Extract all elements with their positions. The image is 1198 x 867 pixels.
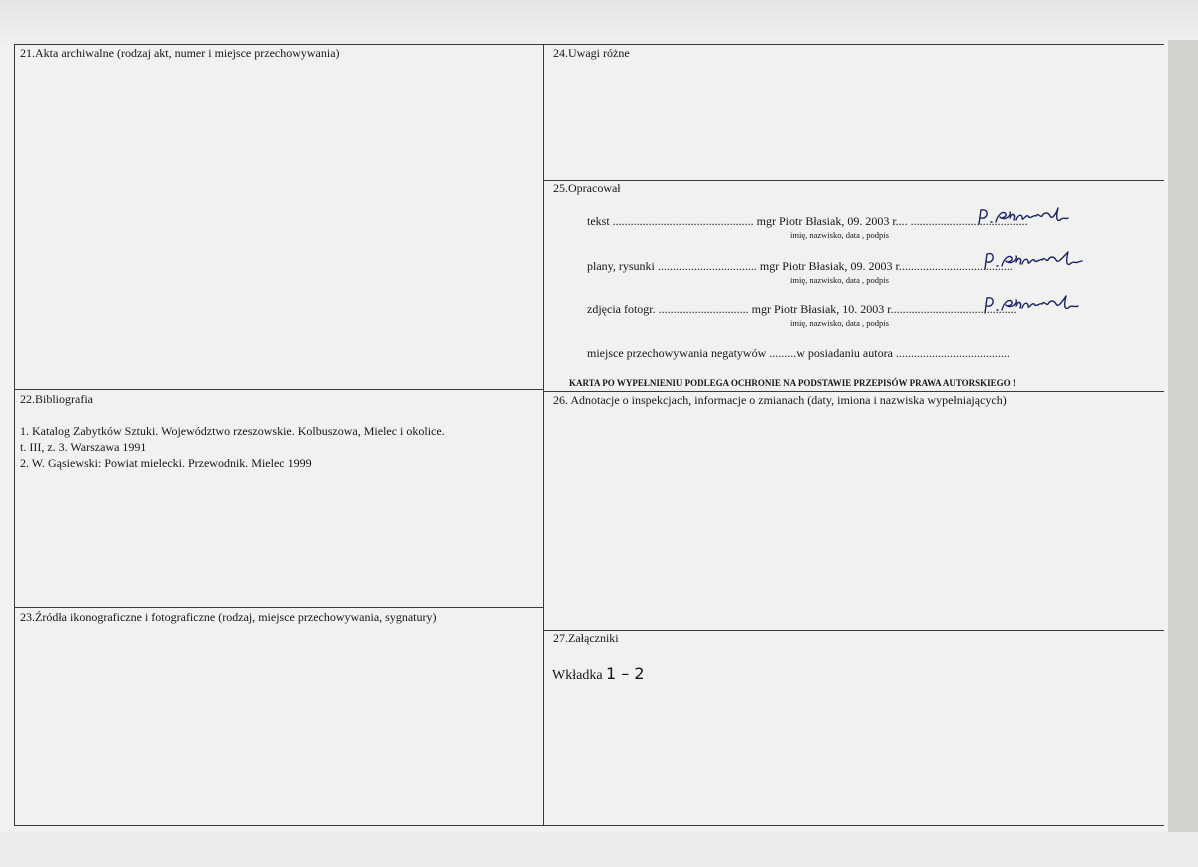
divider-24-25 [543, 180, 1164, 181]
bibliography-item: t. III, z. 3. Warszawa 1991 [20, 440, 147, 454]
bottom-border [14, 825, 1164, 826]
scan-bottom-band [0, 832, 1198, 867]
section-27-label: 27.Załączniki [553, 631, 619, 645]
section-26-label: 26. Adnotacje o inspekcjach, informacje o zmianach (daty, imiona i nazwiska wypełniających) [553, 393, 1007, 407]
signature-text [976, 206, 1071, 233]
section-21-label: 21.Akta archiwalne (rodzaj akt, numer i miejsce przechowywania) [20, 46, 340, 60]
divider-21-22 [14, 389, 543, 390]
attachment-value [552, 664, 645, 684]
section-24-label: 24.Uwagi różne [553, 46, 630, 60]
negatives-storage: miejsce przechowywania negatywów .........w posiadaniu autora ...................................... [587, 346, 1010, 360]
bibliography-item: 1. Katalog Zabytków Sztuki. Województwo rzeszowskie. Kolbuszowa, Mielec i okolice. [20, 424, 445, 438]
author-row-plans: plany, rysunki ................................. mgr Piotr Błasiak, 09. 2003 r...................................... [587, 259, 1013, 273]
signature-photos [982, 294, 1082, 321]
author-row-text-caption: imię, nazwisko, data , podpis [790, 230, 889, 240]
left-border [14, 44, 15, 826]
attachment-label: Wkładka [552, 668, 603, 683]
divider-26-27 [543, 630, 1164, 631]
author-row-photos-caption: imię, nazwisko, data , podpis [790, 318, 889, 328]
signature-plans [982, 249, 1092, 278]
divider-22-23 [14, 607, 543, 608]
scan-top-band [0, 0, 1198, 44]
author-row-photos: zdjęcia fotogr. .............................. mgr Piotr Błasiak, 10. 2003 r.......................................... [587, 302, 1017, 316]
center-divider [543, 44, 544, 826]
bibliography-item: 2. W. Gąsiewski: Powiat mielecki. Przewodnik. Mielec 1999 [20, 456, 312, 470]
section-22-label: 22.Bibliografia [20, 392, 93, 406]
attachment-handwritten: 1 – 2 [606, 664, 645, 683]
top-border [14, 44, 1164, 45]
copyright-notice: KARTA PO WYPEŁNIENIU PODLEGA OCHRONIE NA PODSTAWIE PRZEPISÓW PRAWA AUTORSKIEGO ! [569, 378, 1016, 388]
section-23-label: 23.Źródła ikonograficzne i fotograficzne (rodzaj, miejsce przechowywania, sygnatury) [20, 610, 437, 624]
scan-right-edge [1168, 40, 1198, 867]
divider-25-26 [543, 391, 1164, 392]
author-row-plans-caption: imię, nazwisko, data , podpis [790, 275, 889, 285]
section-25-label: 25.Opracował [553, 181, 621, 195]
author-row-text: tekst ............................................... mgr Piotr Błasiak, 09. 2003 r.... ....................................... [587, 214, 1028, 228]
